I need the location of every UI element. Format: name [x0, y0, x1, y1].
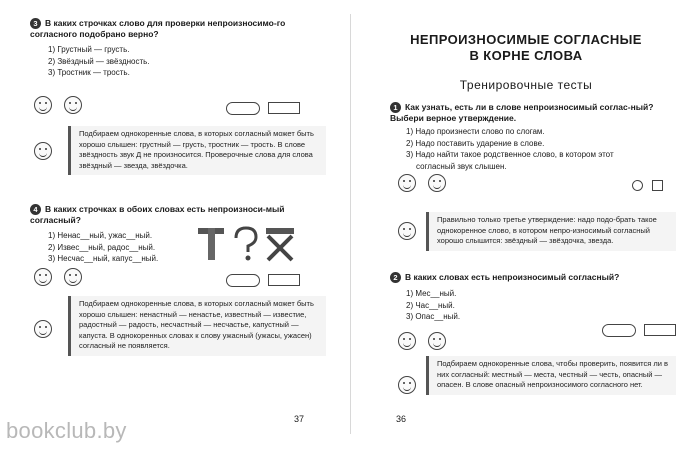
- option-item: 1) Мес__ный.: [406, 289, 457, 298]
- options-list-q3: [48, 44, 150, 79]
- smiley-face-icon: [34, 268, 52, 286]
- option-item: 3) Надо найти такое родственное слово, в котором этот: [406, 150, 614, 159]
- watermark: bookclub.by: [6, 418, 127, 443]
- hint-q2: Подбираем однокоренные слова, чтобы проверить, появится ли в них согласный: местный — места, честный — честь, опасный — опасен. В слове опасный непроизносимого согласного нет.: [426, 356, 676, 395]
- hint-q1: Правильно только третье утверждение: надо подо-брать такое однокоренное слово, в котором непро-износимый согласный хорошо слышится: звёздный — звёздочка, звезда.: [426, 212, 676, 251]
- option-item: 1) Надо произнести слово по слогам.: [406, 127, 545, 136]
- smiley-face-icon: [398, 332, 416, 350]
- question-number-badge: 1: [390, 102, 401, 113]
- question-number-badge: 2: [390, 272, 401, 283]
- page-number: 37: [294, 414, 305, 424]
- option-item: 3) Тростник — трость.: [48, 68, 130, 77]
- question-text: В каких словах есть непроизносимый согласный?: [405, 272, 620, 282]
- section-subtitle: Тренировочные тесты: [459, 78, 593, 92]
- options-list-q2: [406, 288, 460, 323]
- question-1: [390, 102, 676, 124]
- option-item: 2) Звёздный — звёздность.: [48, 56, 150, 66]
- options-list-q4: [48, 230, 158, 265]
- option-item: 1) Ненас__ный, ужас__ный.: [48, 231, 153, 240]
- option-item: 3) Опас__ный.: [406, 312, 461, 321]
- hint-q3: Подбираем однокоренные слова, в которых согласный может быть хорошо слышен: грустный — грусть, тростник — трость. В слове звёздность звук Д не произносится. Проверочные слова для слова звёздный — звезда, звёздочка.: [68, 126, 326, 175]
- smiley-face-icon: [34, 320, 52, 338]
- option-item: 2) Час__ный.: [406, 300, 455, 310]
- question-4: [30, 204, 320, 226]
- page-number: 36: [396, 414, 407, 424]
- smiley-face-icon: [64, 268, 82, 286]
- smiley-face-icon: [398, 376, 416, 394]
- option-item: 2) Надо поставить ударение в слове.: [406, 138, 545, 148]
- answer-rect-icon: [268, 102, 300, 114]
- question-2: [390, 272, 676, 283]
- answer-rect-icon: [268, 274, 300, 286]
- smiley-face-icon: [428, 332, 446, 350]
- option-item: согласный звук слышен.: [416, 161, 507, 171]
- left-page: [16, 18, 332, 428]
- question-number-badge: 4: [30, 204, 41, 215]
- question-text: В каких строчках слово для проверки непроизносимо-го согласного подобрано верно?: [30, 18, 286, 39]
- answer-oval-icon: [602, 324, 636, 337]
- question-text: В каких строчках в обоих словах есть непроизноси-мый согласный?: [30, 204, 285, 225]
- section-title-line1: НЕПРОИЗНОСИМЫЕ СОГЛАСНЫЕ: [410, 32, 642, 47]
- book-spine: [350, 14, 351, 434]
- option-item: 1) Грустный — грусть.: [48, 45, 130, 54]
- smiley-face-icon: [398, 222, 416, 240]
- option-item: 2) Извес__ный, радос__ный.: [48, 242, 156, 252]
- letters-t-question-x-icon: [194, 224, 302, 264]
- question-number-badge: 3: [30, 18, 41, 29]
- question-text: Как узнать, есть ли в слове непроизносимый соглас-ный? Выбери верное утверждение.: [390, 102, 654, 123]
- smiley-face-icon: [34, 96, 52, 114]
- answer-oval-icon: [226, 274, 260, 287]
- smiley-face-icon: [398, 174, 416, 192]
- option-item: 3) Несчас__ный, капус__ный.: [48, 254, 159, 263]
- right-page: [368, 18, 684, 428]
- smiley-face-icon: [34, 142, 52, 160]
- hint-q4: Подбираем однокоренные слова, в которых согласный может быть хорошо слышен: ненастный — ненастье, известный — известие, радостный — радость, несчастный — несчастье, капустный — капуста. В однокоренных словах к слову ужасный (ужасы, ужасен) согласный не появляется.: [68, 296, 326, 356]
- section-title-line2: В КОРНЕ СЛОВА: [469, 48, 583, 63]
- smiley-face-icon: [428, 174, 446, 192]
- smiley-face-icon: [64, 96, 82, 114]
- question-3: [30, 18, 320, 40]
- answer-rect-icon: [644, 324, 676, 336]
- answer-oval-icon: [226, 102, 260, 115]
- answer-circle-icon: [632, 180, 643, 191]
- options-list-q1: [406, 126, 614, 172]
- answer-square-icon: [652, 180, 663, 191]
